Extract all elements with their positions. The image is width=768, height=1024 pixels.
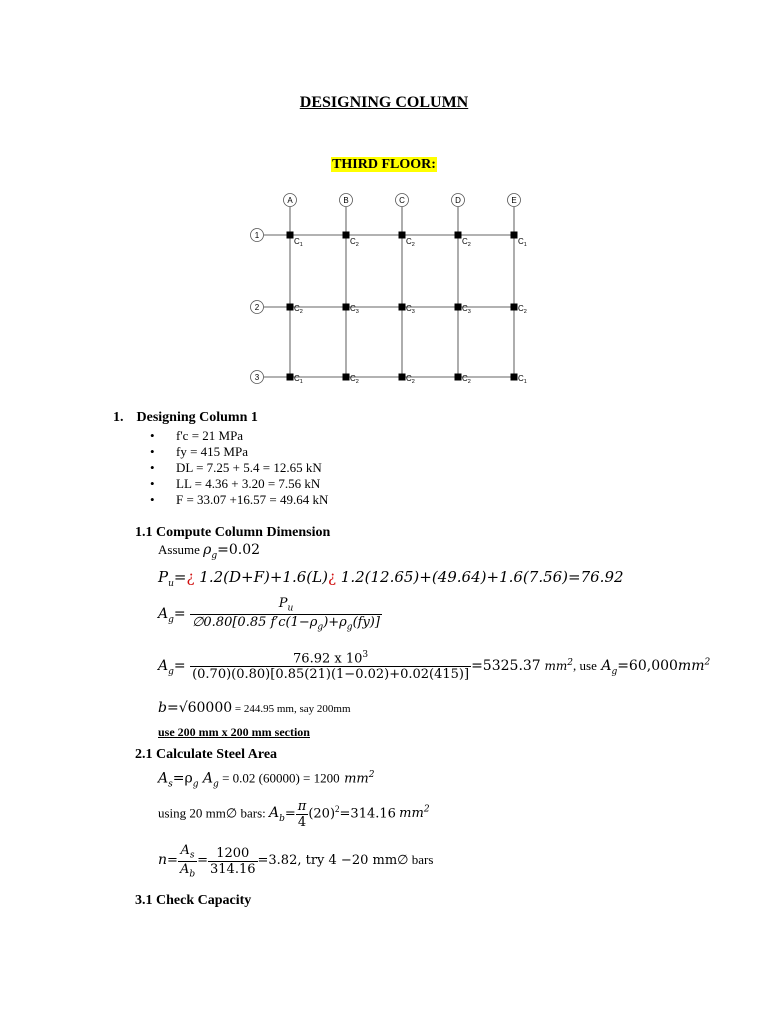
column-label: $C_1$ (518, 374, 527, 385)
grid-label: C (399, 196, 405, 205)
column-marker (455, 232, 462, 239)
column-label: $C_2$ (406, 374, 415, 385)
column-marker (399, 374, 406, 381)
grid-label: E (511, 196, 517, 205)
bullet-item: • F = 33.07 +16.57 = 49.64 kN (150, 492, 329, 507)
ab-equation: using 20 mm∅ bars: $A_b=$ $\frac{\pi}{4}$ $(20)^2=314.16$ $mm^2$ (158, 799, 430, 830)
section-1-heading (113, 410, 258, 426)
column-layout-plan (240, 188, 540, 388)
page-title: DESIGNING COLUMN (299, 94, 469, 111)
column-label: $C_2$ (294, 304, 303, 315)
column-label: $C_1$ (294, 237, 303, 248)
bullet-item: • LL = 4.36 + 3.20 = 7.56 kN (150, 476, 321, 491)
grid-label: 3 (254, 373, 260, 382)
bullet-item: • f'c = 21 MPa (150, 428, 244, 443)
section-1-1-heading: 1.1 Compute Column Dimension (135, 525, 331, 540)
column-label: $C_2$ (518, 304, 527, 315)
section-1-number: 1. (113, 410, 124, 425)
column-marker (455, 374, 462, 381)
section-3-1-heading: 3.1 Check Capacity (135, 893, 252, 908)
column-label: $C_3$ (350, 304, 359, 315)
column-marker (511, 374, 518, 381)
grid-label: D (455, 196, 461, 205)
column-label: $C_2$ (462, 374, 471, 385)
column-label: $C_1$ (518, 237, 527, 248)
section-size-note: use 200 mm x 200 mm section (158, 725, 310, 739)
column-marker (343, 232, 350, 239)
ag-formula: $A_g=$ $\frac{P_u}{\emptyset 0.80[0.85 f'c(1-\rho_g)+\rho_g(fy)]}$ (158, 596, 380, 633)
section-2-1-heading: 2.1 Calculate Steel Area (135, 747, 278, 762)
column-marker (343, 304, 350, 311)
column-label: $C_2$ (350, 237, 359, 248)
ag-calculation: $A_g=$ $\frac{76.92 x 10^3}{(0.70)(0.80)[0.85(21)(1-0.02)+0.02(415)]}$ =5325.37 $mm^2$, use $A_g=60,000mm^2$ (158, 650, 711, 683)
bullet-item: • DL = 7.25 + 5.4 = 12.65 kN (150, 460, 322, 475)
column-label: $C_1$ (294, 374, 303, 385)
column-marker (287, 232, 294, 239)
column-marker (455, 304, 462, 311)
assume-line: Assume $\rho_g=0.02$ (158, 542, 261, 561)
grid-label: 1 (254, 231, 260, 240)
column-marker (287, 304, 294, 311)
column-marker (511, 304, 518, 311)
section-1-title: Designing Column 1 (136, 410, 258, 425)
column-marker (399, 232, 406, 239)
column-label: $C_2$ (350, 374, 359, 385)
n-equation: n= $\frac{A_s}{A_b}$ = $\frac{1200}{314.16}$ =3.82, try 4 −20 mm∅ bars (158, 843, 434, 880)
column-marker (287, 374, 294, 381)
grid-label: A (287, 196, 293, 205)
as-equation: $A_s=\rho_g$ $A_g = 0.02$ (60000) = 1200 $mm^2$ (158, 770, 375, 790)
column-marker (343, 374, 350, 381)
grid-label: B (343, 196, 349, 205)
grid-label: 2 (254, 303, 260, 312)
column-marker (399, 304, 406, 311)
column-label: $C_3$ (406, 304, 415, 315)
column-label: $C_2$ (406, 237, 415, 248)
floor-subtitle: THIRD FLOOR: (332, 157, 436, 172)
b-equation: b=√60000 = 244.95 mm, say 200mm (158, 700, 351, 716)
column-marker (511, 232, 518, 239)
bullet-item: • fy = 415 MPa (150, 444, 248, 459)
column-label: $C_3$ (462, 304, 471, 315)
pu-equation: $P_u=¿$ 1.2(D+F)+1.6(L)¿ 1.2(12.65)+(49.64)+1.6(7.56)=76.92 (158, 568, 624, 589)
subtitle-wrap (0, 155, 768, 173)
column-label: $C_2$ (462, 237, 471, 248)
